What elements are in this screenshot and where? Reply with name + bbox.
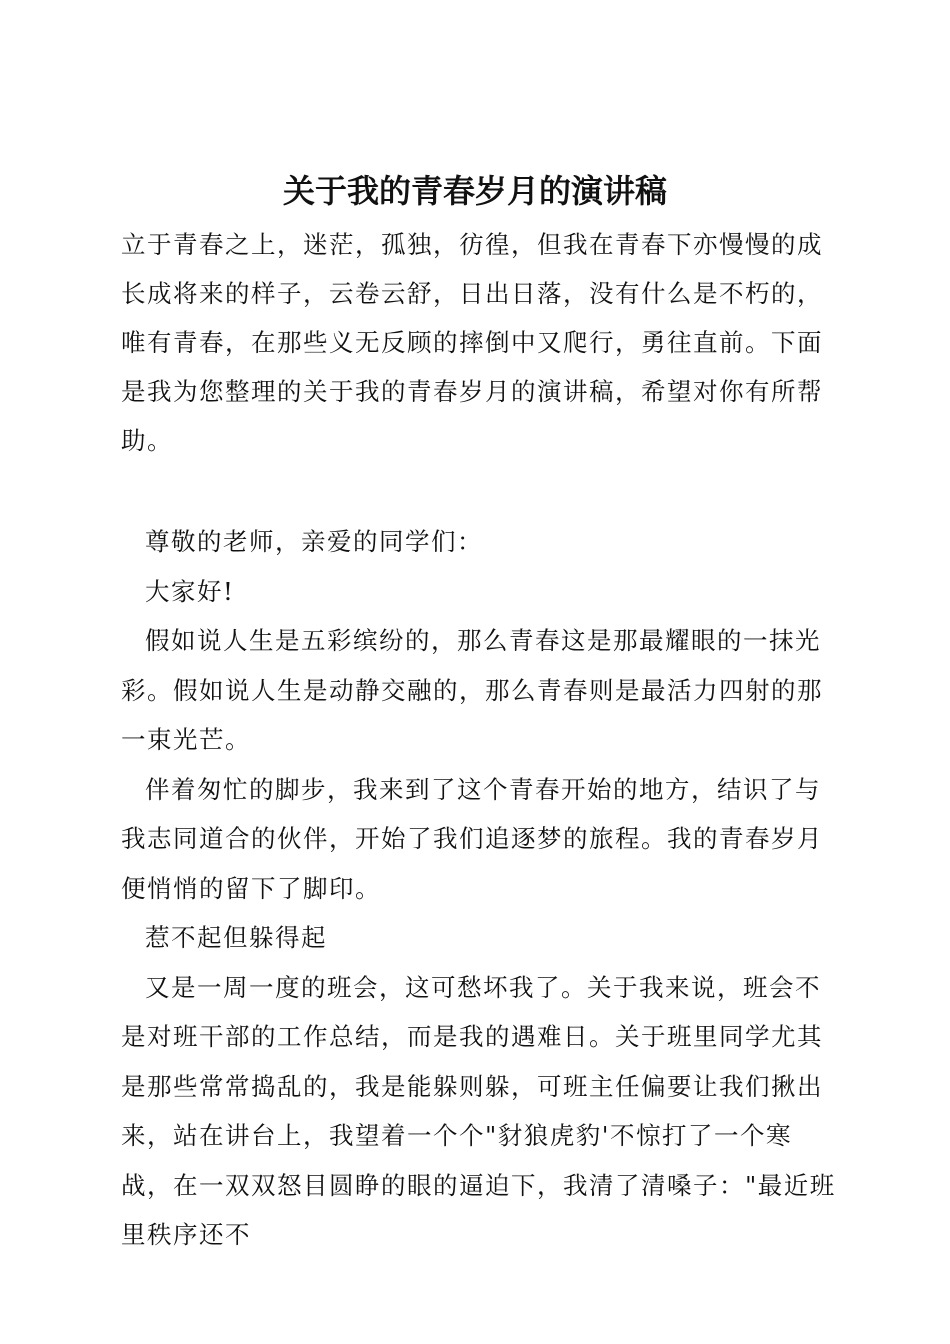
- body-paragraph: 假如说人生是五彩缤纷的，那么青春这是那最耀眼的一抹光彩。假如说人生是动静交融的，那么青春则是最活力四射的那一束光芒。: [121, 626, 823, 754]
- body-paragraph: 又是一周一度的班会，这可愁坏我了。关于我来说，班会不是对班干部的工作总结，而是我的遇难日。关于班里同学尤其是那些常常捣乱的，我是能躲则躲，可班主任偏要让我们揪出来，站在讲台上，我望着一个个"豺狼虎豹'不惊打了一个寒战，在一双双怒目圆睁的眼的逼迫下，我清了清嗓子："最近班里秩序还不: [121, 972, 836, 1249]
- intro-paragraph: 立于青春之上，迷茫，孤独，彷徨，但我在青春下亦慢慢的成长成将来的样子，云卷云舒，日出日落，没有什么是不朽的，唯有青春，在那些义无反顾的摔倒中又爬行，勇往直前。下面是我为您整理的关于我的青春岁月的演讲稿，希望对你有所帮助。: [121, 230, 823, 455]
- salutation: 尊敬的老师，亲爱的同学们：: [145, 527, 483, 556]
- speech-body: [121, 517, 843, 1260]
- body-paragraph: 伴着匆忙的脚步，我来到了这个青春开始的地方，结识了与我志同道合的伙伴，开始了我们追逐梦的旅程。我的青春岁月便悄悄的留下了脚印。: [121, 774, 823, 903]
- document-title: 关于我的青春岁月的演讲稿: [282, 172, 667, 211]
- greeting: 大家好!: [145, 576, 235, 606]
- section-heading: 惹不起但躲得起: [145, 923, 327, 952]
